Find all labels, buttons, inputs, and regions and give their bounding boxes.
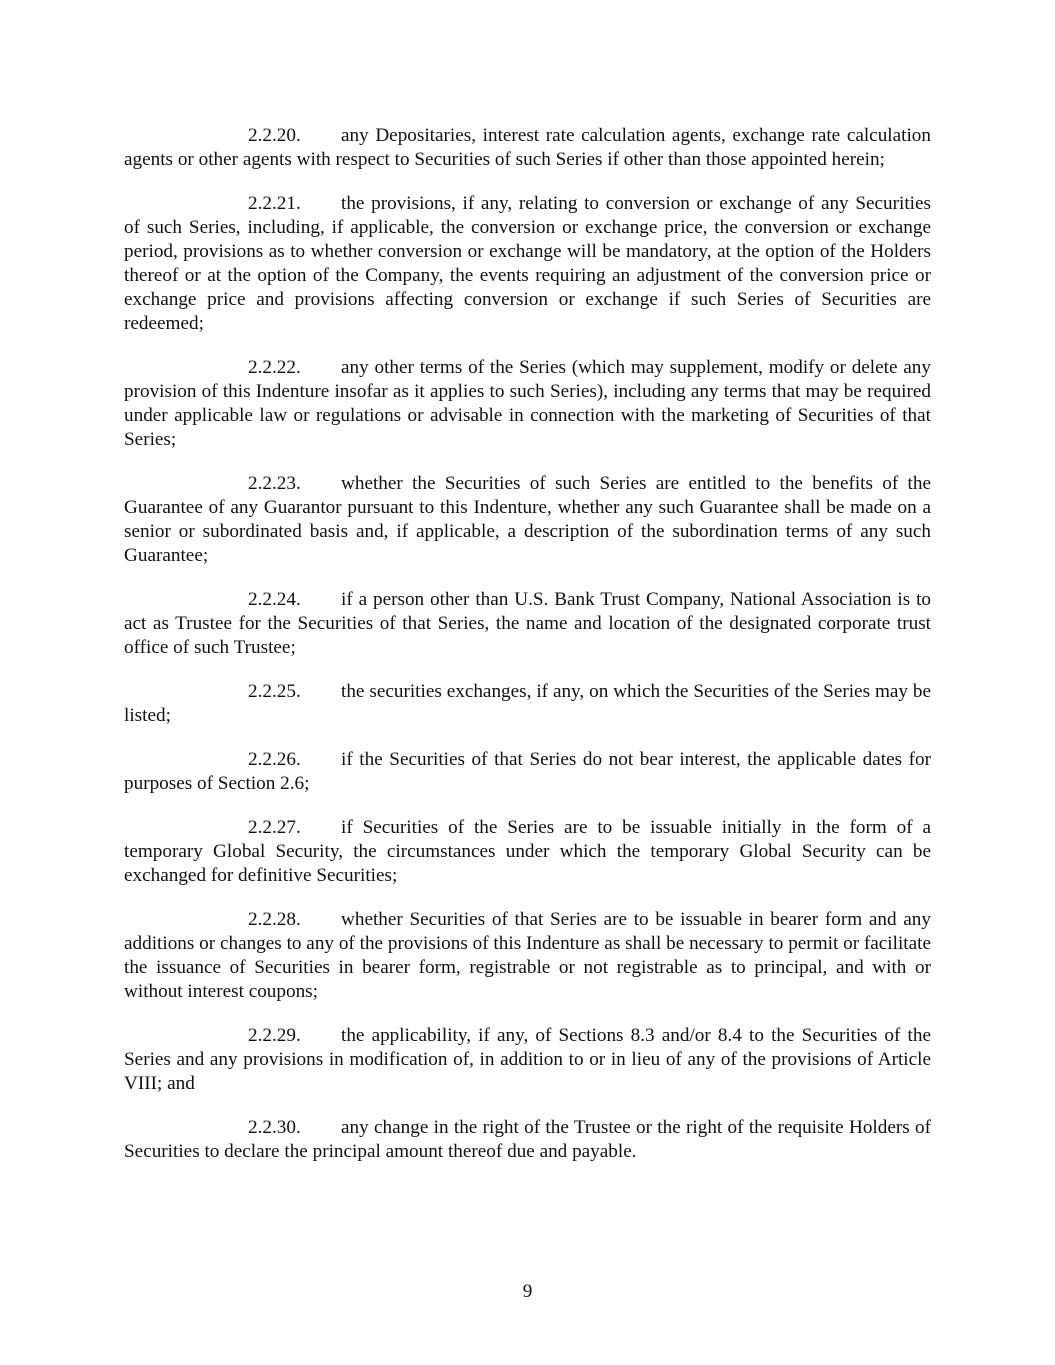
clause-2-2-29 [124,1024,931,1096]
clause-text: any other terms of the Series (which may supplement, modify or delete any provision of this Indenture insofar as it applies to such Series), including any terms that may be required under applicable law or regulations or advisable in connection with the marketing of Securities of that Series; [124,357,931,450]
clause-number: 2.2.21. [248,193,301,214]
clause-2-2-28 [124,908,931,1004]
clause-number: 2.2.26. [248,749,301,770]
clause-text: the securities exchanges, if any, on which the Securities of the Series may be listed; [124,681,931,726]
clause-text: whether the Securities of such Series are entitled to the benefits of the Guarantee of any Guarantor pursuant to this Indenture, whether any such Guarantee shall be made on a senior or subordinated basis and, if applicable, a description of the subordination terms of any such Guarantee; [124,473,931,566]
clause-text: the applicability, if any, of Sections 8.3 and/or 8.4 to the Securities of the Series and any provisions in modification of, in addition to or in lieu of any of the provisions of Article VIII; and [124,1025,931,1094]
clause-number: 2.2.27. [248,817,301,838]
clause-number: 2.2.20. [248,125,301,146]
clause-text: any Depositaries, interest rate calculation agents, exchange rate calculation agents or other agents with respect to Securities of such Series if other than those appointed herein; [124,125,931,170]
clause-text: the provisions, if any, relating to conversion or exchange of any Securities of such Series, including, if applicable, the conversion or exchange price, the conversion or exchange period, provisions as to whether conversion or exchange will be mandatory, at the option of the Holders thereof or at the option of the Company, the events requiring an adjustment of the conversion price or exchange price and provisions affecting conversion or exchange if such Series of Securities are redeemed; [124,193,931,334]
clause-2-2-23 [124,472,931,568]
clause-2-2-27 [124,816,931,888]
clause-2-2-24 [124,588,931,660]
clause-number: 2.2.29. [248,1025,301,1046]
clause-number: 2.2.23. [248,473,301,494]
clause-number: 2.2.28. [248,909,301,930]
clause-2-2-20 [124,124,931,172]
clause-number: 2.2.22. [248,357,301,378]
clause-2-2-22 [124,356,931,452]
clause-text: if a person other than U.S. Bank Trust Company, National Association is to act as Trustee for the Securities of that Series, the name and location of the designated corporate trust office of such Trustee; [124,589,931,658]
clause-text: whether Securities of that Series are to be issuable in bearer form and any additions or changes to any of the provisions of this Indenture as shall be necessary to permit or facilitate the issuance of Securities in bearer form, registrable or not registrable as to principal, and with or without interest coupons; [124,909,931,1002]
page-number: 9 [522,1281,533,1302]
clause-number: 2.2.25. [248,681,301,702]
clause-text: if Securities of the Series are to be issuable initially in the form of a temporary Global Security, the circumstances under which the temporary Global Security can be exchanged for definitive Securities; [124,817,931,886]
clause-number: 2.2.30. [248,1117,301,1138]
clause-2-2-26 [124,748,931,796]
clause-2-2-30 [124,1116,931,1164]
clause-number: 2.2.24. [248,589,301,610]
clause-2-2-25 [124,680,931,728]
clause-2-2-21 [124,192,931,336]
clause-text: any change in the right of the Trustee or the right of the requisite Holders of Securities to declare the principal amount thereof due and payable. [124,1117,931,1162]
document-page [124,124,931,1184]
clause-text: if the Securities of that Series do not bear interest, the applicable dates for purposes of Section 2.6; [124,749,931,794]
